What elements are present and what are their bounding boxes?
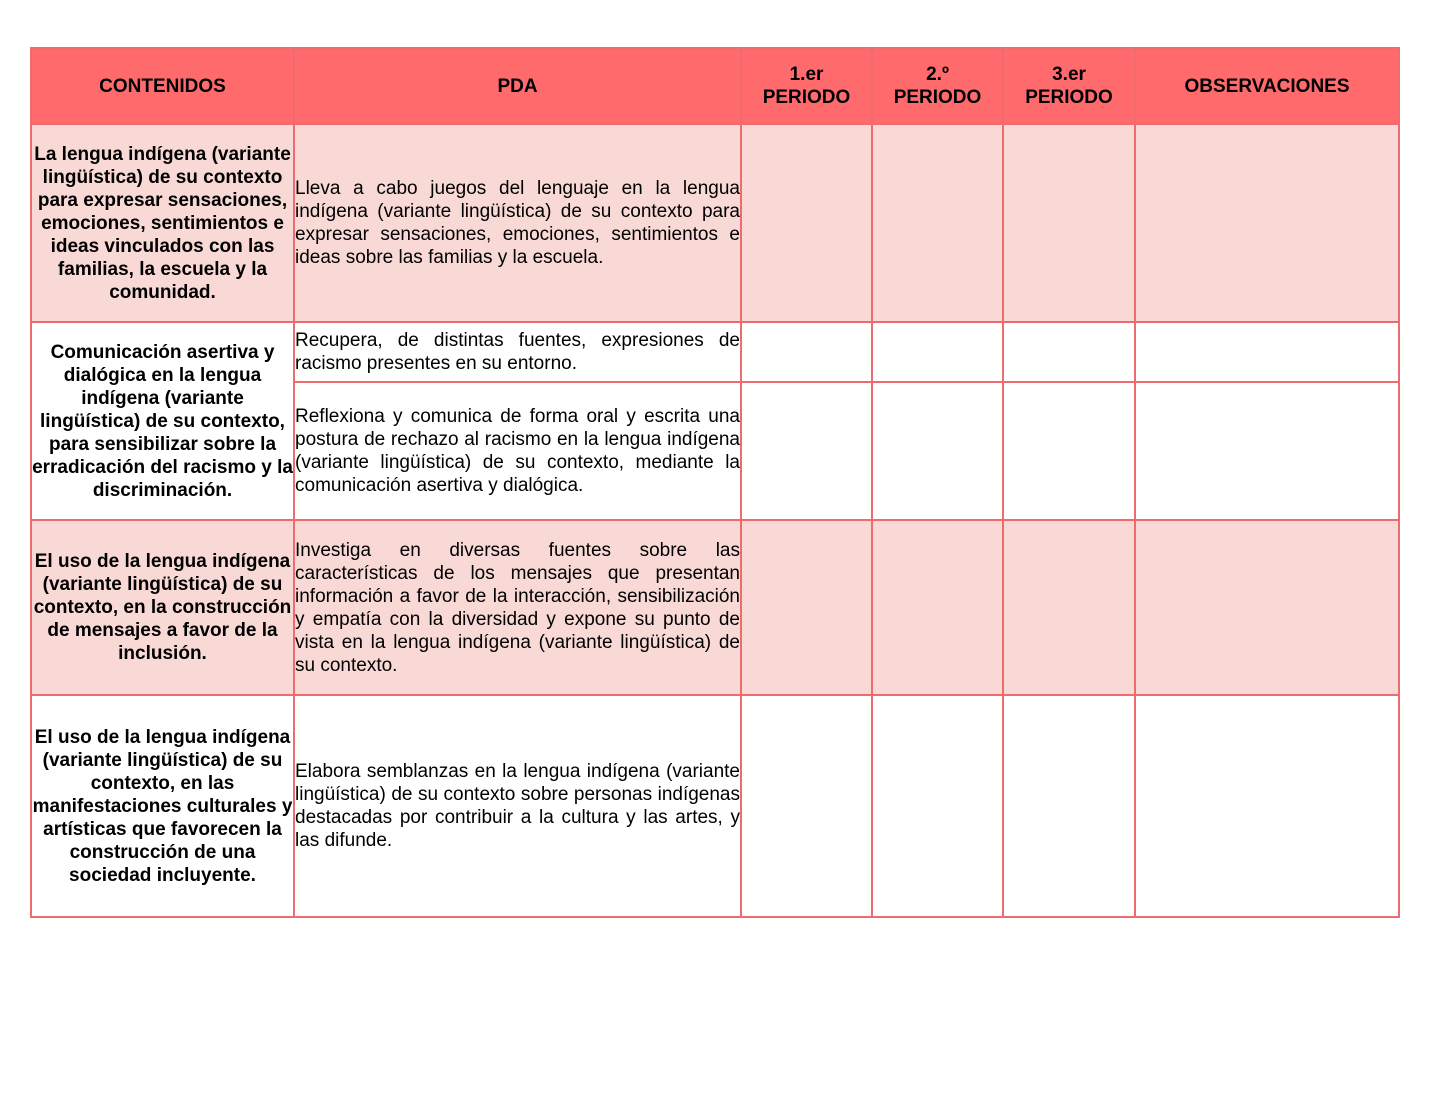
observaciones-cell[interactable]	[1135, 520, 1399, 695]
contenido-cell: El uso de la lengua indígena (variante lingüística) de su contexto, en la construcción de mensajes a favor de la inclusión.	[31, 520, 294, 695]
header-pda: PDA	[294, 48, 741, 124]
periodo-3-cell[interactable]	[1003, 322, 1135, 382]
periodo-1-cell[interactable]	[741, 382, 872, 520]
header-observaciones: OBSERVACIONES	[1135, 48, 1399, 124]
contenido-cell: La lengua indígena (variante lingüística) de su contexto para expresar sensaciones, emociones, sentimientos e ideas vinculados con las familias, la escuela y la comunidad.	[31, 124, 294, 322]
periodo-2-cell[interactable]	[872, 124, 1003, 322]
evaluation-table	[30, 47, 1400, 918]
table-row	[31, 520, 1399, 695]
observaciones-cell[interactable]	[1135, 322, 1399, 382]
contenido-cell: El uso de la lengua indígena (variante lingüística) de su contexto, en las manifestaciones culturales y artísticas que favorecen la construcción de una sociedad incluyente.	[31, 695, 294, 917]
observaciones-cell[interactable]	[1135, 695, 1399, 917]
periodo-3-cell[interactable]	[1003, 695, 1135, 917]
header-periodo-3: 3.er PERIODO	[1003, 48, 1135, 124]
pda-cell: Reflexiona y comunica de forma oral y escrita una postura de rechazo al racismo en la lengua indígena (variante lingüística) de su contexto, mediante la comunicación asertiva y dialógica.	[294, 382, 741, 520]
table-row	[31, 124, 1399, 322]
contenido-cell: Comunicación asertiva y dialógica en la lengua indígena (variante lingüística) de su contexto, para sensibilizar sobre la erradicación del racismo y la discriminación.	[31, 322, 294, 520]
header-contenidos: CONTENIDOS	[31, 48, 294, 124]
pda-cell: Recupera, de distintas fuentes, expresiones de racismo presentes en su entorno.	[294, 322, 741, 382]
pda-cell: Elabora semblanzas en la lengua indígena (variante lingüística) de su contexto sobre personas indígenas destacadas por contribuir a la cultura y las artes, y las difunde.	[294, 695, 741, 917]
periodo-2-cell[interactable]	[872, 520, 1003, 695]
observaciones-cell[interactable]	[1135, 124, 1399, 322]
periodo-3-cell[interactable]	[1003, 520, 1135, 695]
observaciones-cell[interactable]	[1135, 382, 1399, 520]
table-row	[31, 695, 1399, 917]
pda-cell: Lleva a cabo juegos del lenguaje en la lengua indígena (variante lingüística) de su contexto para expresar sensaciones, emociones, sentimientos e ideas sobre las familias y la escuela.	[294, 124, 741, 322]
pda-cell: Investiga en diversas fuentes sobre las características de los mensajes que presentan información a favor de la interacción, sensibilización y empatía con la diversidad y expone su punto de vista en la lengua indígena (variante lingüística) de su contexto.	[294, 520, 741, 695]
periodo-3-cell[interactable]	[1003, 124, 1135, 322]
header-periodo-1: 1.er PERIODO	[741, 48, 872, 124]
periodo-1-cell[interactable]	[741, 124, 872, 322]
table-row	[31, 322, 1399, 382]
periodo-1-cell[interactable]	[741, 520, 872, 695]
periodo-1-cell[interactable]	[741, 322, 872, 382]
periodo-2-cell[interactable]	[872, 382, 1003, 520]
periodo-1-cell[interactable]	[741, 695, 872, 917]
periodo-3-cell[interactable]	[1003, 382, 1135, 520]
periodo-2-cell[interactable]	[872, 695, 1003, 917]
header-periodo-2: 2.º PERIODO	[872, 48, 1003, 124]
periodo-2-cell[interactable]	[872, 322, 1003, 382]
header-row	[31, 48, 1399, 124]
